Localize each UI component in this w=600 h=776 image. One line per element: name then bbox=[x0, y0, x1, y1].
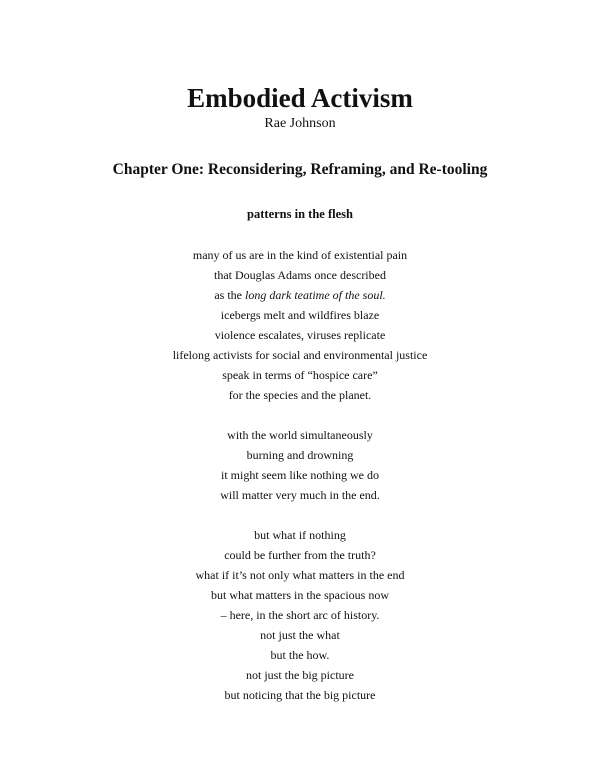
poem-line: speak in terms of “hospice care” bbox=[222, 368, 378, 382]
poem-line: could be further from the truth? bbox=[224, 548, 376, 562]
chapter-heading: Chapter One: Reconsidering, Reframing, and Re-tooling bbox=[112, 161, 488, 178]
poem-stanza-1 bbox=[0, 245, 600, 405]
poem-line: but noticing that the big picture bbox=[224, 688, 376, 702]
poem-line: it might seem like nothing we do bbox=[221, 468, 379, 482]
poem-line: lifelong activists for social and environmental justice bbox=[172, 348, 428, 362]
poem-line: violence escalates, viruses replicate bbox=[214, 328, 386, 342]
section-heading: patterns in the flesh bbox=[247, 207, 353, 221]
poem-line: what if it’s not only what matters in the end bbox=[195, 568, 405, 582]
document-title: Embodied Activism bbox=[187, 83, 413, 113]
poem-line: – here, in the short arc of history. bbox=[220, 608, 380, 622]
poem-line: burning and drowning bbox=[246, 448, 354, 462]
poem-stanza-3 bbox=[0, 525, 600, 705]
poem-line-text: as the bbox=[214, 288, 245, 302]
poem-line bbox=[0, 285, 600, 305]
poem-line: many of us are in the kind of existential pain bbox=[192, 248, 408, 262]
poem-line: for the species and the planet. bbox=[228, 388, 372, 402]
poem-line: that Douglas Adams once described bbox=[214, 268, 386, 282]
author-name: Rae Johnson bbox=[264, 116, 336, 131]
poem-line: icebergs melt and wildfires blaze bbox=[220, 308, 380, 322]
poem-line: but what if nothing bbox=[254, 528, 346, 542]
poem-line: but the how. bbox=[270, 648, 330, 662]
poem-line: not just the big picture bbox=[246, 668, 354, 682]
poem-line-italic-text: long dark teatime of the soul. bbox=[245, 288, 386, 302]
poem-line: with the world simultaneously bbox=[227, 428, 373, 442]
poem-line: will matter very much in the end. bbox=[220, 488, 380, 502]
poem-line: not just the what bbox=[260, 628, 340, 642]
poem-stanza-2 bbox=[0, 425, 600, 505]
poem-line: but what matters in the spacious now bbox=[211, 588, 389, 602]
